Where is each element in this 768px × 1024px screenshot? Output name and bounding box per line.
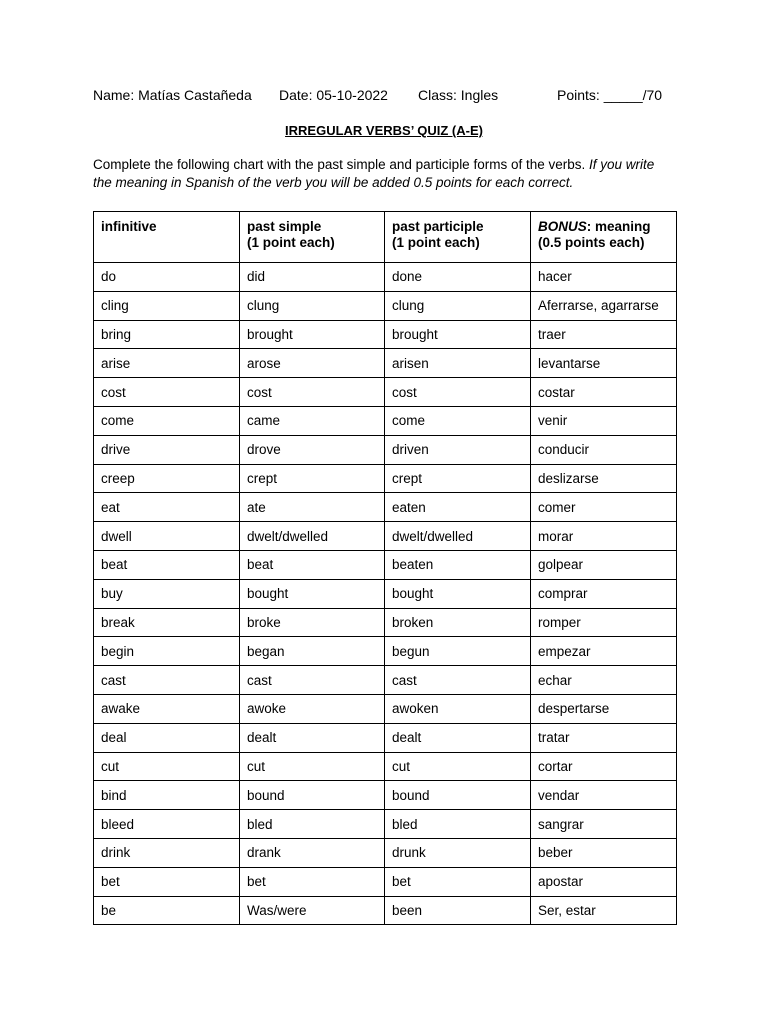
cell-past-participle: cost [385,378,531,407]
cell-past-simple: cast [240,666,385,695]
verbs-table [93,211,677,925]
table-row [94,896,677,925]
header-bonus-points: (0.5 points each) [538,235,645,250]
instructions-bonus-note: If you write the meaning in Spanish of the verb you will be added 0.5 points for each correct. [93,157,655,190]
cell-infinitive: cast [94,666,240,695]
cell-past-participle: crept [385,464,531,493]
header-past-participle-label: past participle [392,219,484,234]
cell-infinitive: bring [94,320,240,349]
header-past-participle [385,212,531,263]
cell-meaning: conducir [531,435,677,464]
table-row [94,522,677,551]
table-row [94,637,677,666]
cell-meaning: venir [531,406,677,435]
cell-past-simple: beat [240,550,385,579]
cell-infinitive: begin [94,637,240,666]
table-row [94,723,677,752]
cell-past-simple: dealt [240,723,385,752]
cell-past-simple: cost [240,378,385,407]
cell-past-participle: clung [385,291,531,320]
cell-infinitive: arise [94,349,240,378]
header-bonus-label: BONUS [538,219,587,234]
cell-meaning: morar [531,522,677,551]
cell-infinitive: cost [94,378,240,407]
cell-meaning: levantarse [531,349,677,378]
table-row [94,263,677,292]
table-row [94,781,677,810]
cell-past-simple: bought [240,579,385,608]
cell-infinitive: creep [94,464,240,493]
cell-infinitive: awake [94,694,240,723]
cell-past-participle: cast [385,666,531,695]
cell-past-participle: come [385,406,531,435]
cell-past-participle: drunk [385,838,531,867]
cell-past-simple: broke [240,608,385,637]
cell-infinitive: bind [94,781,240,810]
cell-meaning: comprar [531,579,677,608]
cell-meaning: deslizarse [531,464,677,493]
cell-past-participle: bet [385,867,531,896]
cell-past-simple: Was/were [240,896,385,925]
cell-infinitive: be [94,896,240,925]
cell-past-participle: awoken [385,694,531,723]
cell-infinitive: cut [94,752,240,781]
table-row [94,550,677,579]
table-row [94,838,677,867]
table-row [94,666,677,695]
cell-past-participle: arisen [385,349,531,378]
cell-past-simple: bet [240,867,385,896]
cell-meaning: cortar [531,752,677,781]
cell-past-participle: cut [385,752,531,781]
table-row [94,291,677,320]
cell-past-simple: did [240,263,385,292]
table-row [94,435,677,464]
table-row [94,579,677,608]
class-name: Class: Ingles [418,87,499,103]
cell-past-participle: bled [385,810,531,839]
cell-meaning: sangrar [531,810,677,839]
cell-infinitive: deal [94,723,240,752]
cell-infinitive: bleed [94,810,240,839]
cell-meaning: comer [531,493,677,522]
cell-past-simple: awoke [240,694,385,723]
table-row [94,694,677,723]
header-past-simple-label: past simple [247,219,322,234]
table-row [94,493,677,522]
quiz-title: IRREGULAR VERBS’ QUIZ (A-E) [285,123,483,138]
table-row [94,752,677,781]
cell-meaning: hacer [531,263,677,292]
table-row [94,810,677,839]
cell-meaning: despertarse [531,694,677,723]
cell-infinitive: break [94,608,240,637]
cell-meaning: apostar [531,867,677,896]
cell-past-participle: beaten [385,550,531,579]
cell-meaning: beber [531,838,677,867]
header-infinitive-label: infinitive [101,219,157,234]
cell-past-simple: clung [240,291,385,320]
cell-past-simple: crept [240,464,385,493]
cell-past-simple: bound [240,781,385,810]
cell-past-simple: came [240,406,385,435]
cell-meaning: empezar [531,637,677,666]
table-row [94,378,677,407]
cell-infinitive: eat [94,493,240,522]
table-row [94,464,677,493]
cell-meaning: Ser, estar [531,896,677,925]
table-row [94,608,677,637]
cell-past-participle: driven [385,435,531,464]
cell-meaning: romper [531,608,677,637]
quiz-date: Date: 05-10-2022 [279,87,388,103]
cell-past-participle: dealt [385,723,531,752]
header-past-simple [240,212,385,263]
cell-past-simple: dwelt/dwelled [240,522,385,551]
header-bonus-rest: : meaning [586,219,651,234]
cell-past-simple: drove [240,435,385,464]
cell-infinitive: drink [94,838,240,867]
student-name: Name: Matías Castañeda [93,87,252,103]
cell-meaning: Aferrarse, agarrarse [531,291,677,320]
cell-past-participle: dwelt/dwelled [385,522,531,551]
header-bonus-meaning [531,212,677,263]
cell-infinitive: drive [94,435,240,464]
cell-past-participle: bound [385,781,531,810]
table-row [94,320,677,349]
cell-past-participle: bought [385,579,531,608]
cell-infinitive: cling [94,291,240,320]
cell-meaning: golpear [531,550,677,579]
cell-infinitive: do [94,263,240,292]
cell-meaning: costar [531,378,677,407]
header-past-simple-points: (1 point each) [247,235,335,250]
cell-infinitive: bet [94,867,240,896]
cell-past-simple: arose [240,349,385,378]
cell-past-participle: broken [385,608,531,637]
cell-past-participle: brought [385,320,531,349]
cell-meaning: traer [531,320,677,349]
cell-infinitive: dwell [94,522,240,551]
instructions-text: Complete the following chart with the past simple and participle forms of the verbs. [93,157,589,172]
points-field: Points: _____/70 [557,87,663,103]
table-row [94,349,677,378]
cell-past-simple: brought [240,320,385,349]
cell-infinitive: beat [94,550,240,579]
cell-past-simple: drank [240,838,385,867]
cell-infinitive: come [94,406,240,435]
header-past-participle-points: (1 point each) [392,235,480,250]
cell-meaning: tratar [531,723,677,752]
verb-rows [94,263,677,925]
cell-past-simple: bled [240,810,385,839]
cell-past-participle: begun [385,637,531,666]
cell-past-participle: been [385,896,531,925]
cell-past-simple: ate [240,493,385,522]
cell-meaning: vendar [531,781,677,810]
cell-meaning: echar [531,666,677,695]
table-row [94,867,677,896]
cell-past-simple: cut [240,752,385,781]
header-line [93,87,673,105]
table-row [94,406,677,435]
cell-past-participle: done [385,263,531,292]
cell-infinitive: buy [94,579,240,608]
instructions [93,156,673,192]
header-infinitive [94,212,240,263]
cell-past-participle: eaten [385,493,531,522]
cell-past-simple: began [240,637,385,666]
table-header-row [94,212,677,263]
